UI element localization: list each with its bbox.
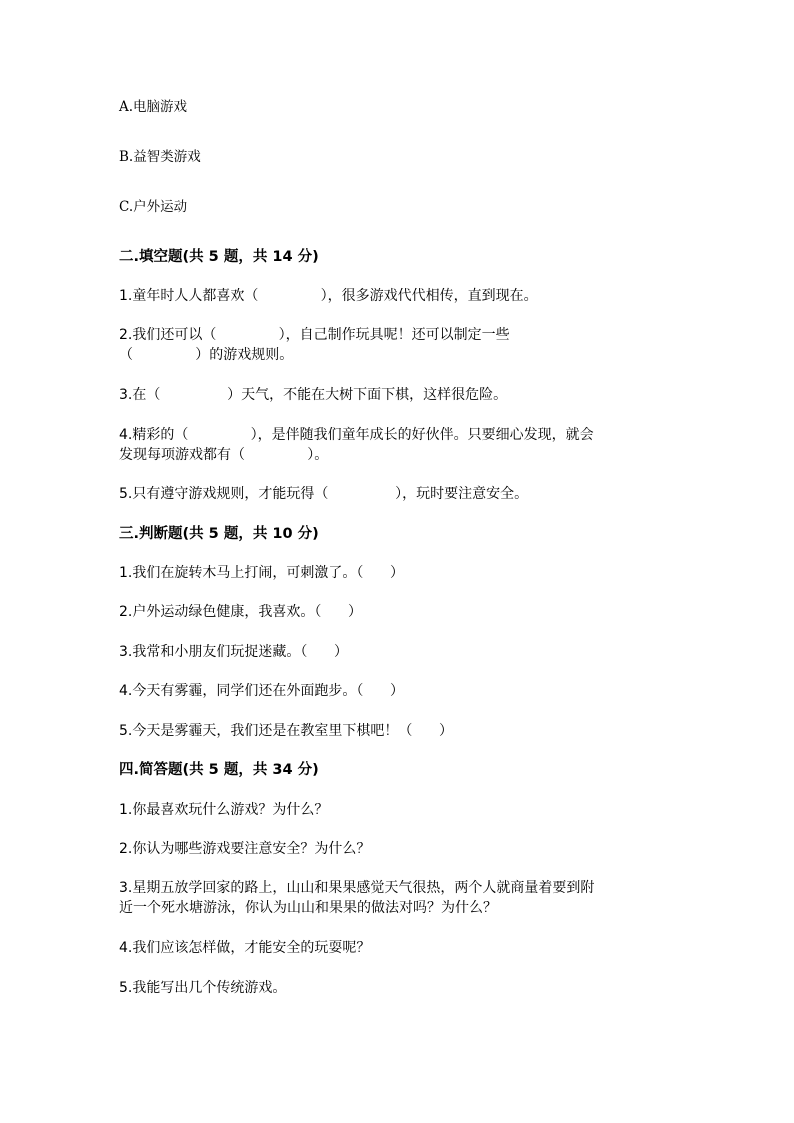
short-question-4: 4.我们应该怎样做，才能安全的玩耍呢？ bbox=[119, 940, 371, 956]
option-c: C.户外运动 bbox=[119, 199, 188, 215]
judge-question-2: 2.户外运动绿色健康，我喜欢。（ ） bbox=[119, 604, 363, 620]
short-question-3-line2: 近一个死水塘游泳，你认为山山和果果的做法对吗？为什么？ bbox=[119, 900, 497, 916]
short-question-1: 1.你最喜欢玩什么游戏？为什么？ bbox=[119, 802, 329, 818]
judge-question-4: 4.今天有雾霾，同学们还在外面跑步。（ ） bbox=[119, 683, 405, 699]
judge-question-1: 1.我们在旋转木马上打闹，可刺激了。（ ） bbox=[119, 565, 405, 581]
section-2-heading: 二.填空题(共 5 题，共 14 分) bbox=[119, 249, 319, 265]
section-4-heading: 四.简答题(共 5 题，共 34 分) bbox=[119, 762, 319, 778]
fill-question-4-line1: 4.精彩的（ ），是伴随我们童年成长的好伙伴。只要细心发现，就会 bbox=[119, 427, 594, 443]
option-b: B.益智类游戏 bbox=[119, 149, 201, 165]
fill-question-1: 1.童年时人人都喜欢（ ），很多游戏代代相传，直到现在。 bbox=[119, 288, 538, 304]
section-3-heading: 三.判断题(共 5 题，共 10 分) bbox=[119, 526, 319, 542]
fill-question-5: 5.只有遵守游戏规则，才能玩得（ ），玩时要注意安全。 bbox=[119, 486, 529, 502]
option-a: A.电脑游戏 bbox=[119, 99, 188, 115]
short-question-2: 2.你认为哪些游戏要注意安全？为什么？ bbox=[119, 841, 371, 857]
fill-question-4-line2: 发现每项游戏都有（ ）。 bbox=[119, 447, 329, 463]
judge-question-3: 3.我常和小朋友们玩捉迷藏。（ ） bbox=[119, 644, 349, 660]
fill-question-2-line1: 2.我们还可以（ ），自己制作玩具呢！还可以制定一些 bbox=[119, 327, 510, 343]
fill-question-2-line2: （ ）的游戏规则。 bbox=[119, 347, 294, 363]
judge-question-5: 5.今天是雾霾天，我们还是在教室里下棋吧！（ ） bbox=[119, 723, 454, 739]
short-question-3-line1: 3.星期五放学回家的路上，山山和果果感觉天气很热，两个人就商量着要到附 bbox=[119, 880, 595, 896]
fill-question-3: 3.在（ ）天气，不能在大树下面下棋，这样很危险。 bbox=[119, 387, 508, 403]
short-question-5: 5.我能写出几个传统游戏。 bbox=[119, 980, 287, 996]
